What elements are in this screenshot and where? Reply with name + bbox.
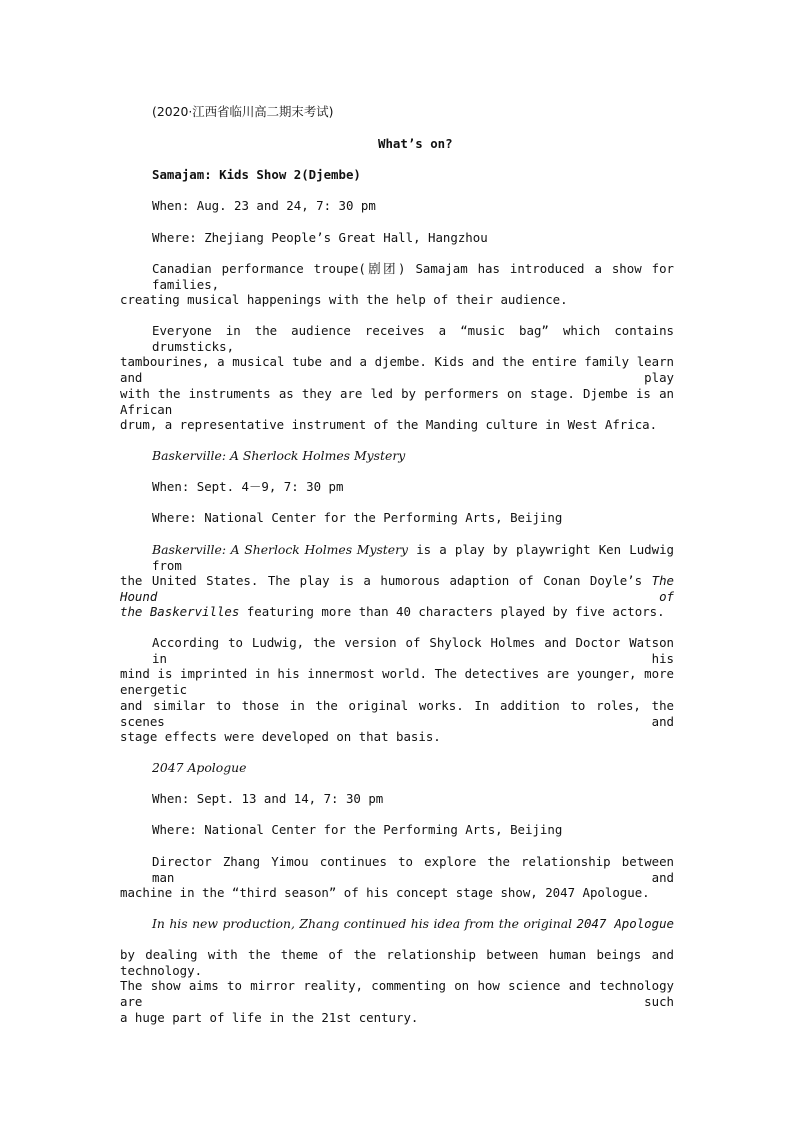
exam-source: (2020·江西省临川高二期末考试) [152, 104, 334, 119]
show-title-italic: 2047 Apologue [576, 916, 674, 931]
event-3-title: 2047 Apologue [152, 760, 247, 775]
event-1-paragraph-2-line-4: drum, a representative instrument of the Manding culture in West Africa. [120, 417, 658, 432]
event-3-paragraph-2-line-2: by dealing with the theme of the relationship between human beings and technology. [120, 947, 674, 978]
event-3-where: Where: National Center for the Performing Arts, Beijing [152, 822, 563, 837]
event-2-paragraph-2-line-1: According to Ludwig, the version of Shylock Holmes and Doctor Watson in his [152, 635, 674, 666]
event-1-where: Where: Zhejiang People’s Great Hall, Hangzhou [152, 230, 488, 245]
event-1-paragraph-2-line-1: Everyone in the audience receives a “music bag” which contains drumsticks, [152, 323, 674, 354]
event-2-paragraph-1-line-3 [120, 604, 665, 620]
event-3-paragraph-1-line-2: machine in the “third season” of his concept stage show, 2047 Apologue. [120, 885, 650, 900]
event-2-paragraph-2-line-4: stage effects were developed on that basis. [120, 729, 441, 744]
event-2-where: Where: National Center for the Performing Arts, Beijing [152, 510, 563, 525]
event-2-paragraph-2-line-3: and similar to those in the original works. In addition to roles, the scenes and [120, 698, 674, 729]
event-3-paragraph-1-line-1: Director Zhang Yimou continues to explore the relationship between man and [152, 854, 674, 885]
event-1-paragraph-1-line-2: creating musical happenings with the help of their audience. [120, 292, 568, 307]
event-3-paragraph-2-line-3: The show aims to mirror reality, commenting on how science and technology are such [120, 978, 674, 1009]
event-3-paragraph-2-line-1 [152, 916, 674, 932]
event-2-paragraph-1-line-2 [120, 573, 674, 604]
play-title-italic: Baskerville: A Sherlock Holmes Mystery [152, 542, 409, 557]
event-2-paragraph-1-line-1-rest: is a play by playwright Ken Ludwig from [152, 542, 675, 573]
event-1-paragraph-2-line-3: with the instruments as they are led by performers on stage. Djembe is an African [120, 386, 674, 417]
event-1-paragraph-1-line-1: Canadian performance troupe(剧团) Samajam has introduced a show for families, [152, 261, 674, 292]
event-2-paragraph-1-line-3-rest: featuring more than 40 characters played by five actors. [239, 604, 665, 619]
page-title: What’s on? [378, 136, 453, 151]
italic-sentence: In his new production, Zhang continued his idea from the original [152, 916, 577, 931]
event-2-paragraph-1-line-1 [152, 542, 675, 573]
book-title-italic-part-2: the Baskervilles [120, 604, 240, 619]
event-2-title: Baskerville: A Sherlock Holmes Mystery [152, 448, 406, 463]
event-2-paragraph-1-line-2-text: the United States. The play is a humorous adaption of Conan Doyle’s [120, 573, 652, 588]
event-1-paragraph-2-line-2: tambourines, a musical tube and a djembe. Kids and the entire family learn and play [120, 354, 674, 385]
book-title-italic-part-1: The Hound of [120, 573, 674, 604]
event-2-paragraph-2-line-2: mind is imprinted in his innermost world. The detectives are younger, more energetic [120, 666, 674, 697]
event-1-title: Samajam: Kids Show 2(Djembe) [152, 167, 361, 182]
event-3-paragraph-2-line-4: a huge part of life in the 21st century. [120, 1010, 419, 1025]
event-1-when: When: Aug. 23 and 24, 7: 30 pm [152, 198, 376, 213]
event-3-when: When: Sept. 13 and 14, 7: 30 pm [152, 791, 384, 806]
event-2-when: When: Sept. 4－9, 7: 30 pm [152, 479, 344, 494]
